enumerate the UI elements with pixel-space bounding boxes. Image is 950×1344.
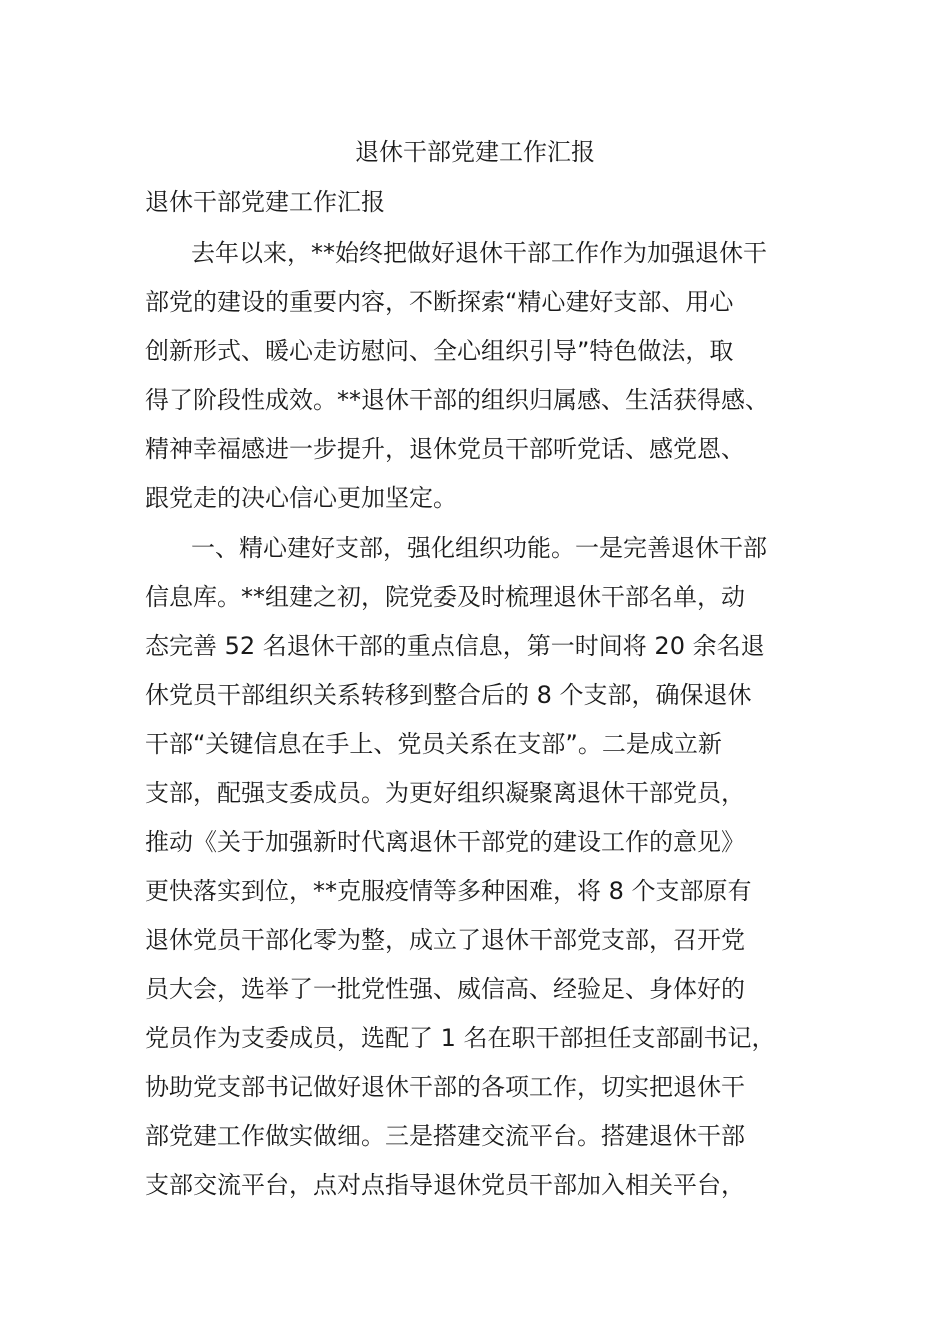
paragraph-line: 员大会，选举了一批党性强、威信高、经验足、身体好的	[145, 975, 745, 1003]
paragraph-line: 信息库。**组建之初，院党委及时梳理退休干部名单，动	[145, 583, 745, 611]
paragraph-line: 跟党走的决心信心更加坚定。	[145, 484, 457, 512]
document-title: 退休干部党建工作汇报	[355, 138, 595, 166]
paragraph-line: 更快落实到位，**克服疫情等多种困难，将 8 个支部原有	[145, 877, 752, 905]
paragraph-line: 态完善 52 名退休干部的重点信息，第一时间将 20 余名退	[145, 632, 765, 660]
paragraph-line: 创新形式、暖心走访慰问、全心组织引导”特色做法，取	[145, 337, 734, 365]
paragraph-line: 党员作为支委成员，选配了 1 名在职干部担任支部副书记，	[145, 1024, 776, 1052]
paragraph-line: 干部“关键信息在手上、党员关系在支部”。二是成立新	[145, 730, 722, 758]
paragraph-line: 支部，配强支委成员。为更好组织凝聚离退休干部党员，	[145, 779, 745, 807]
paragraph-line: 退休党员干部化零为整，成立了退休干部党支部，召开党	[145, 926, 745, 954]
paragraph-line: 推动《关于加强新时代离退休干部党的建设工作的意见》	[145, 828, 745, 856]
paragraph-line: 精神幸福感进一步提升，退休党员干部听党话、感党恩、	[145, 435, 745, 463]
paragraph-line: 去年以来，**始终把做好退休干部工作作为加强退休干	[191, 239, 767, 267]
paragraph-line: 得了阶段性成效。**退休干部的组织归属感、生活获得感、	[145, 386, 769, 414]
paragraph-line: 休党员干部组织关系转移到整合后的 8 个支部，确保退休	[145, 681, 752, 709]
paragraph-intro	[145, 229, 815, 523]
paragraph-line: 一、精心建好支部，强化组织功能。一是完善退休干部	[191, 534, 767, 562]
document-subtitle: 退休干部党建工作汇报	[145, 188, 385, 216]
paragraph-line: 部党建工作做实做细。三是搭建交流平台。搭建退休干部	[145, 1122, 745, 1150]
paragraph-line: 支部交流平台，点对点指导退休党员干部加入相关平台，	[145, 1171, 745, 1199]
paragraph-line: 部党的建设的重要内容，不断探索“精心建好支部、用心	[145, 288, 734, 316]
paragraph-line: 协助党支部书记做好退休干部的各项工作，切实把退休干	[145, 1073, 745, 1101]
paragraph-section-one	[145, 524, 815, 1210]
